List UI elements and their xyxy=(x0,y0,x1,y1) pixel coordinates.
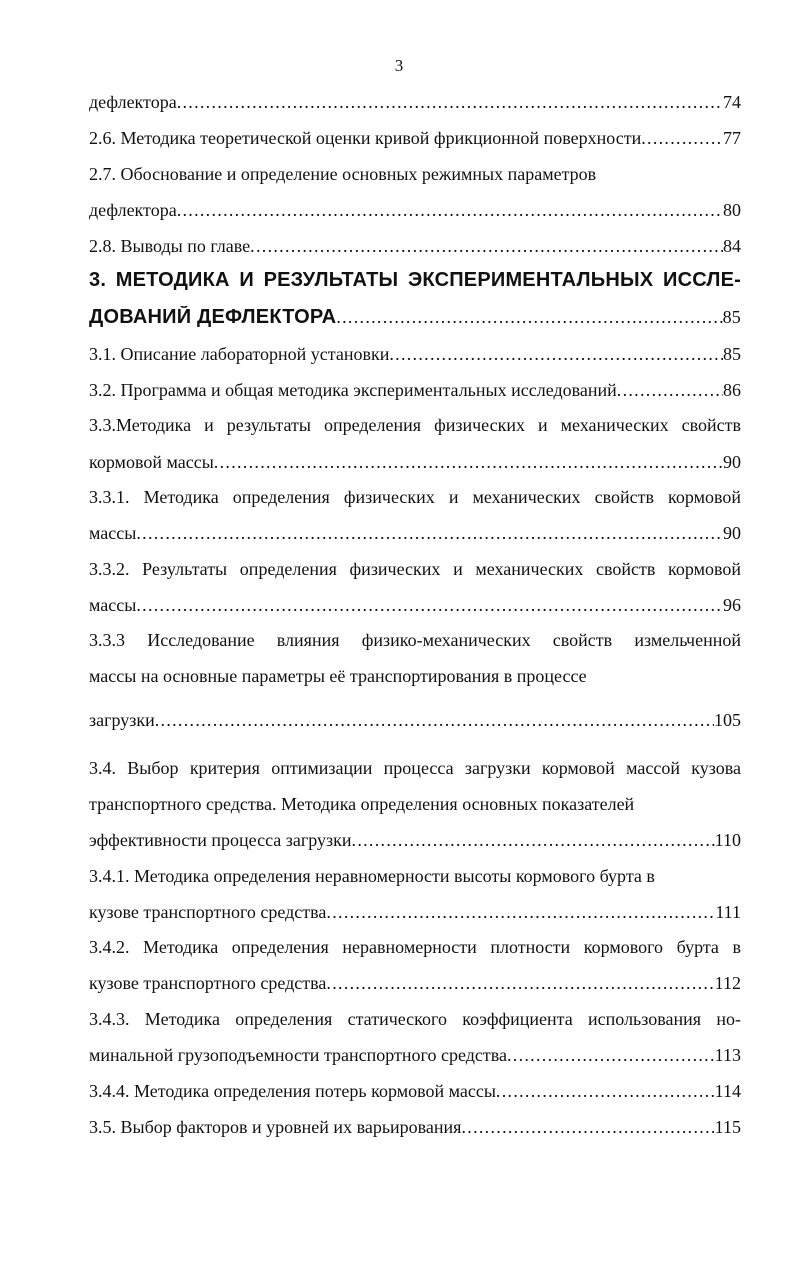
toc-page-number: 115 xyxy=(714,1117,741,1137)
toc-entry-text: кузове транспортного средства xyxy=(89,902,327,922)
dot-leader xyxy=(641,127,723,149)
toc-entry-text: кузове транспортного средства xyxy=(89,973,327,993)
toc-entry-3-5 xyxy=(89,1116,741,1138)
toc-entry-3-4-3: 3.4.3. Методика определения статического коэффициента использования но- xyxy=(89,1009,741,1029)
dot-leader xyxy=(250,235,723,257)
toc-entry-text: 3.5. Выбор факторов и уровней их варьирования xyxy=(89,1117,462,1137)
toc-page-number: 113 xyxy=(714,1045,741,1065)
toc-page-number: 74 xyxy=(723,92,741,112)
dot-leader xyxy=(496,1080,715,1102)
dot-leader xyxy=(214,451,723,473)
toc-page-number: 86 xyxy=(723,380,741,400)
toc-page-number: 85 xyxy=(722,307,741,327)
toc-page-number: 85 xyxy=(723,344,741,364)
toc-entry-3-4-4 xyxy=(89,1080,741,1102)
dot-leader xyxy=(352,829,715,851)
toc-entry-text: минальной грузоподъемности транспортного средства xyxy=(89,1045,507,1065)
toc-entry-text: 3.1. Описание лабораторной установки xyxy=(89,344,390,364)
toc-entry-2-7: 2.7. Обоснование и определение основных режимных параметров xyxy=(89,164,597,184)
toc-entry-3-3-cont xyxy=(89,451,741,473)
dot-leader xyxy=(389,343,723,365)
toc-page-number: 112 xyxy=(714,973,741,993)
toc-entry-text: кормовой массы xyxy=(89,452,214,472)
toc-entry-3-3-3: 3.3.3 Исследование влияния физико-механических свойств измельченной xyxy=(89,630,741,650)
toc-entry-3-4-1-cont xyxy=(89,901,741,923)
toc-entry-text: эффективности процесса загрузки xyxy=(89,830,352,850)
toc-entry-3-3-2-cont xyxy=(89,594,741,616)
toc-chapter-3-heading-cont xyxy=(89,306,741,328)
toc-page-number: 84 xyxy=(723,236,741,256)
toc-entry-3-4-3-cont xyxy=(89,1044,741,1066)
toc-entry-3-4-1: 3.4.1. Методика определения неравномерности высоты кормового бурта в xyxy=(89,866,655,886)
toc-entry-deflector-74 xyxy=(89,91,741,113)
toc-entry-3-4-cont2 xyxy=(89,829,741,851)
dot-leader xyxy=(177,91,723,113)
dot-leader xyxy=(155,709,714,731)
toc-entry-text: дефлектора xyxy=(89,92,177,112)
toc-page-number: 80 xyxy=(723,200,741,220)
toc-entry-text: ДОВАНИЙ ДЕФЛЕКТОРА xyxy=(89,306,337,328)
toc-page-number: 111 xyxy=(715,902,741,922)
toc-entry-3-3-2: 3.3.2. Результаты определения физических и механических свойств кормовой xyxy=(89,559,741,579)
toc-entry-text: 3.4.4. Методика определения потерь кормовой массы xyxy=(89,1081,496,1101)
toc-entry-2-6 xyxy=(89,127,741,149)
toc-entry-3-3: 3.3.Методика и результаты определения физических и механических свойств xyxy=(89,415,741,435)
toc-page-number: 77 xyxy=(723,128,741,148)
toc-entry-deflector-80 xyxy=(89,199,741,221)
toc-page-number: 90 xyxy=(723,523,741,543)
toc-entry-3-1 xyxy=(89,343,741,365)
toc-page-number: 90 xyxy=(723,452,741,472)
dot-leader xyxy=(461,1116,714,1138)
dot-leader xyxy=(617,379,723,401)
toc-chapter-3-heading: 3. МЕТОДИКА И РЕЗУЛЬТАТЫ ЭКСПЕРИМЕНТАЛЬНЫХ ИССЛЕ- xyxy=(89,269,741,291)
toc-page-number: 96 xyxy=(723,595,741,615)
toc-entry-text: загрузки xyxy=(89,710,155,730)
dot-leader xyxy=(177,199,723,221)
toc-entry-text: 3.2. Программа и общая методика экспериментальных исследований xyxy=(89,380,617,400)
toc-entry-text: массы xyxy=(89,595,137,615)
toc-entry-3-3-3-cont2 xyxy=(89,709,741,731)
toc-entry-text: массы xyxy=(89,523,137,543)
toc-entry-3-4: 3.4. Выбор критерия оптимизации процесса загрузки кормовой массой кузова xyxy=(89,758,741,778)
toc-entry-3-3-1: 3.3.1. Методика определения физических и механических свойств кормовой xyxy=(89,487,741,507)
toc-page-number: 110 xyxy=(714,830,741,850)
dot-leader xyxy=(136,594,723,616)
dot-leader xyxy=(507,1044,715,1066)
toc-entry-3-3-3-cont: массы на основные параметры её транспортирования в процессе xyxy=(89,666,587,686)
toc-entry-3-4-cont: транспортного средства. Методика определения основных показателей xyxy=(89,794,635,814)
dot-leader xyxy=(326,901,715,923)
toc-entry-text: 2.6. Методика теоретической оценки кривой фрикционной поверхности xyxy=(89,128,642,148)
toc-entry-3-4-2: 3.4.2. Методика определения неравномерности плотности кормового бурта в xyxy=(89,937,741,957)
toc-entry-text: 2.8. Выводы по главе xyxy=(89,236,251,256)
dot-leader xyxy=(336,306,722,328)
dot-leader xyxy=(136,522,723,544)
toc-entry-2-8 xyxy=(89,235,741,257)
toc-entry-text: дефлектора xyxy=(89,200,177,220)
page-number: 3 xyxy=(394,56,404,75)
dot-leader xyxy=(326,972,714,994)
toc-page-number: 105 xyxy=(714,710,741,730)
toc-entry-3-3-1-cont xyxy=(89,522,741,544)
toc-entry-3-4-2-cont xyxy=(89,972,741,994)
toc-entry-3-2 xyxy=(89,379,741,401)
toc-page-number: 114 xyxy=(714,1081,741,1101)
